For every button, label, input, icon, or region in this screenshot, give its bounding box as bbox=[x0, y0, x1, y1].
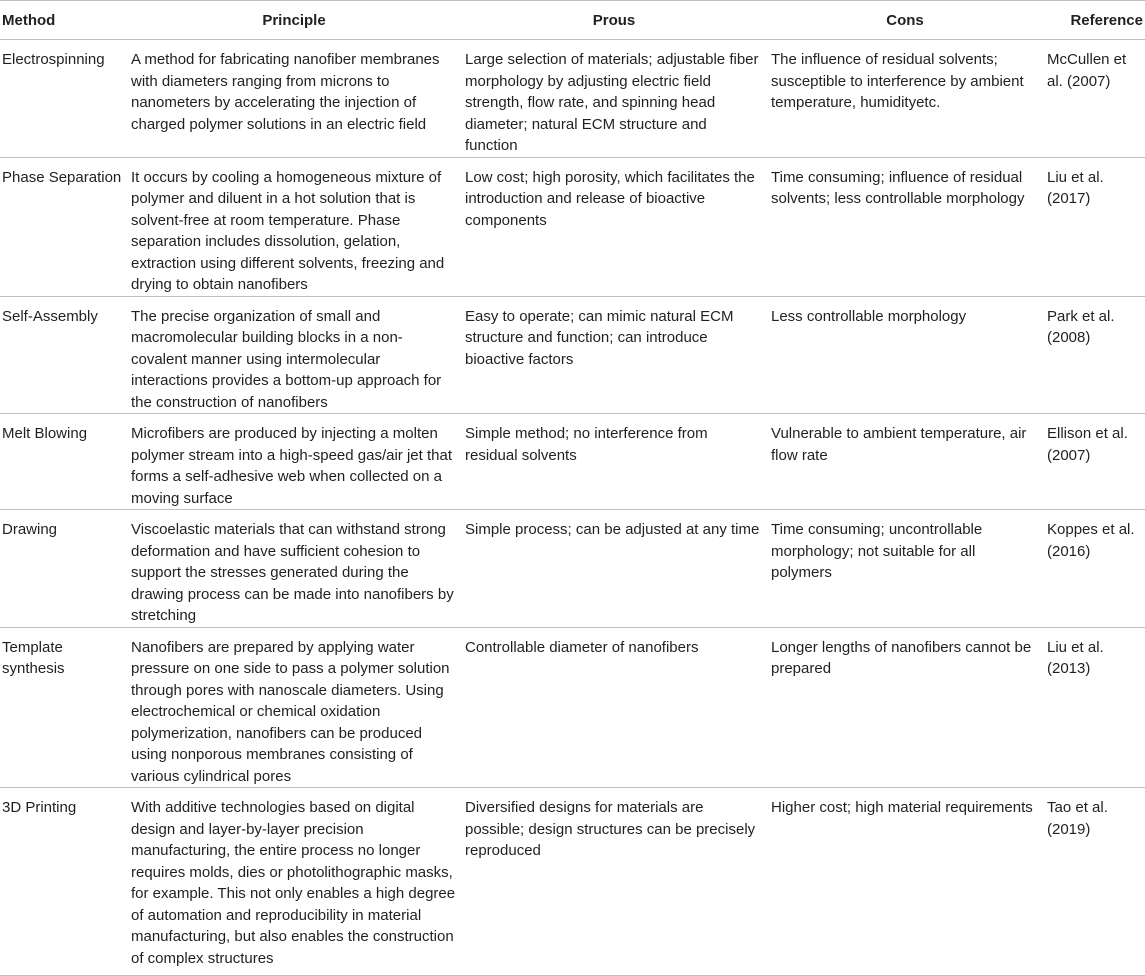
cell-method: Phase Separation bbox=[0, 157, 127, 296]
cell-reference: Liu et al. (2017) bbox=[1043, 157, 1145, 296]
table-row bbox=[0, 788, 1145, 976]
cell-principle: The precise organization of small and macromolecular building blocks in a non-covalent manner using intermolecular interactions provides a bottom-up approach for the construction of nanofibers bbox=[127, 296, 461, 414]
header-reference: Reference bbox=[1043, 1, 1145, 40]
header-method: Method bbox=[0, 1, 127, 40]
cell-cons: Higher cost; high material requirements bbox=[767, 788, 1043, 976]
cell-cons: Vulnerable to ambient temperature, air flow rate bbox=[767, 414, 1043, 510]
cell-reference: Tao et al. (2019) bbox=[1043, 788, 1145, 976]
cell-cons: Longer lengths of nanofibers cannot be prepared bbox=[767, 627, 1043, 788]
table-row bbox=[0, 296, 1145, 414]
cell-method: Melt Blowing bbox=[0, 414, 127, 510]
cell-method: Template synthesis bbox=[0, 627, 127, 788]
cell-cons: Time consuming; uncontrollable morphology; not suitable for all polymers bbox=[767, 510, 1043, 628]
cell-prous: Simple process; can be adjusted at any time bbox=[461, 510, 767, 628]
cell-reference: Park et al. (2008) bbox=[1043, 296, 1145, 414]
cell-method: Electrospinning bbox=[0, 40, 127, 158]
cell-prous: Low cost; high porosity, which facilitates the introduction and release of bioactive components bbox=[461, 157, 767, 296]
cell-reference: Koppes et al. (2016) bbox=[1043, 510, 1145, 628]
header-prous: Prous bbox=[461, 1, 767, 40]
cell-prous: Controllable diameter of nanofibers bbox=[461, 627, 767, 788]
table-row bbox=[0, 157, 1145, 296]
header-cons: Cons bbox=[767, 1, 1043, 40]
cell-principle: Nanofibers are prepared by applying water pressure on one side to pass a polymer solution through pores with nanoscale diameters. Using electrochemical or chemical oxidation polymerization, nanofibers can be produced using nonporous membranes consisting of various cylindrical pores bbox=[127, 627, 461, 788]
cell-principle: With additive technologies based on digital design and layer-by-layer precision manufacturing, the entire process no longer requires molds, dies or photolithographic masks, for example. This not only enables a high degree of automation and reproducibility in material manufacturing, but also enables the construction of complex structures bbox=[127, 788, 461, 976]
cell-principle: A method for fabricating nanofiber membranes with diameters ranging from microns to nanometers by accelerating the injection of charged polymer solutions in an electric field bbox=[127, 40, 461, 158]
cell-cons: Less controllable morphology bbox=[767, 296, 1043, 414]
cell-principle: Viscoelastic materials that can withstand strong deformation and have sufficient cohesion to support the stresses generated during the drawing process can be made into nanofibers by stretching bbox=[127, 510, 461, 628]
header-principle: Principle bbox=[127, 1, 461, 40]
table-row bbox=[0, 627, 1145, 788]
cell-method: Self-Assembly bbox=[0, 296, 127, 414]
cell-method: 3D Printing bbox=[0, 788, 127, 976]
cell-principle: Microfibers are produced by injecting a molten polymer stream into a high-speed gas/air jet that forms a self-adhesive web when collected on a moving surface bbox=[127, 414, 461, 510]
cell-principle: It occurs by cooling a homogeneous mixture of polymer and diluent in a hot solution that is solvent-free at room temperature. Phase separation includes dissolution, gelation, extraction using different solvents, freezing and drying to obtain nanofibers bbox=[127, 157, 461, 296]
table-header-row bbox=[0, 1, 1145, 40]
cell-cons: Time consuming; influence of residual solvents; less controllable morphology bbox=[767, 157, 1043, 296]
cell-prous: Diversified designs for materials are possible; design structures can be precisely reproduced bbox=[461, 788, 767, 976]
table-row bbox=[0, 40, 1145, 158]
cell-prous: Large selection of materials; adjustable fiber morphology by adjusting electric field strength, flow rate, and spinning head diameter; natural ECM structure and function bbox=[461, 40, 767, 158]
cell-method: Drawing bbox=[0, 510, 127, 628]
cell-reference: Liu et al. (2013) bbox=[1043, 627, 1145, 788]
cell-cons: The influence of residual solvents; susceptible to interference by ambient temperature, humidityetc. bbox=[767, 40, 1043, 158]
cell-reference: Ellison et al. (2007) bbox=[1043, 414, 1145, 510]
cell-prous: Simple method; no interference from residual solvents bbox=[461, 414, 767, 510]
cell-prous: Easy to operate; can mimic natural ECM structure and function; can introduce bioactive factors bbox=[461, 296, 767, 414]
cell-reference: McCullen et al. (2007) bbox=[1043, 40, 1145, 158]
table-row bbox=[0, 510, 1145, 628]
table-row bbox=[0, 414, 1145, 510]
